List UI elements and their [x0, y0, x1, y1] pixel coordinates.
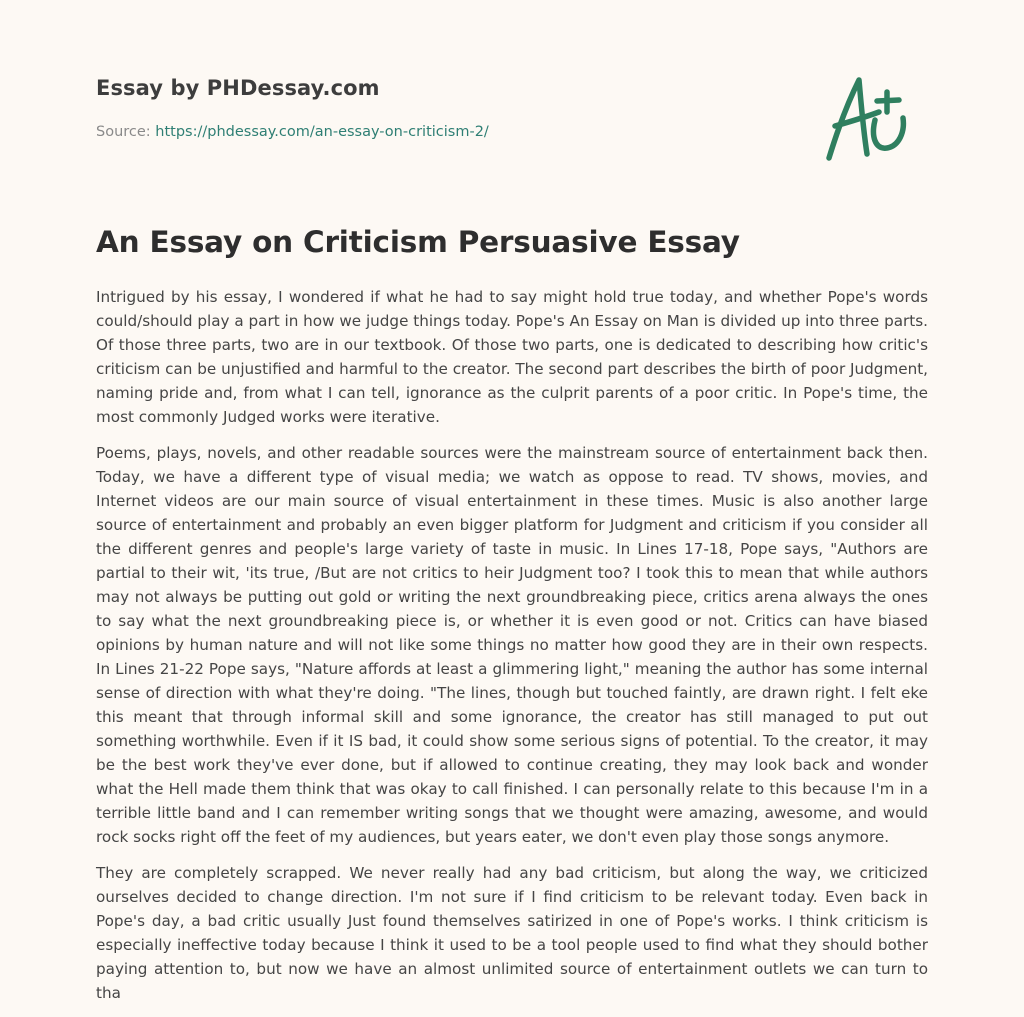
article-body [96, 285, 928, 1017]
document-page [96, 0, 928, 1004]
article-title: An Essay on Criticism Persuasive Essay [96, 225, 740, 259]
brand-title: Essay by PHDessay.com [96, 76, 380, 100]
source-link[interactable]: https://phdessay.com/an-essay-on-criticism-2/ [155, 124, 489, 140]
source-line [96, 124, 489, 140]
paragraph: Poems, plays, novels, and other readable sources were the mainstream source of entertainment back then. Today, we have a different type of visual media; we watch as oppose to read. TV shows, movies, and Internet videos are our main source of visual entertainment in these times. Music is also another large source of entertainment and probably an even bigger platform for Judgment and criticism if you consider all the different genres and people's large variety of taste in music. In Lines 17-18, Pope says, "Authors are partial to their wit, 'its true, /But are not critics to heir Judgment too? I took this to mean that while authors may not always be putting out gold or writing the next groundbreaking piece, critics arena always the ones to say what the next groundbreaking piece is, or whether it is even good or not. Critics can have biased opinions by human nature and will not like some things no matter how good they are in their own respects. In Lines 21-22 Pope says, "Nature affords at least a glimmering light," meaning the author has some internal sense of direction with what they're doing. "The lines, though but touched faintly, are drawn right. I felt eke this meant that through informal skill and some ignorance, the creator has still managed to put out something worthwhile. Even if it IS bad, it could show some serious signs of potential. To the creator, it may be the best work they've ever done, but if allowed to continue creating, they may look back and wonder what the Hell made them think that was okay to call finished. I can personally relate to this because I'm in a terrible little band and I can remember writing songs that we thought were amazing, awesome, and would rock socks right off the feet of my audiences, but years eater, we don't even play those songs anymore. [96, 444, 928, 846]
paragraph: Intrigued by his essay, I wondered if what he had to say might hold true today, and whether Pope's words could/should play a part in how we judge things today. Pope's An Essay on Man is divided up into three parts. Of those three parts, two are in our textbook. Of those two parts, one is dedicated to describing how critic's criticism can be unjustified and harmful to the creator. The second part describes the birth of poor Judgment, naming pride and, from what I can tell, ignorance as the culprit parents of a poor critic. In Pope's time, the most commonly Judged works were iterative. [96, 288, 928, 426]
a-plus-icon [823, 70, 923, 165]
paragraph: They are completely scrapped. We never really had any bad criticism, but along the way, we criticized ourselves decided to change direction. I'm not sure if I find criticism to be relevant today. Even back in Pope's day, a bad critic usually Just found themselves satirized in one of Pope's works. I think criticism is especially ineffective today because I think it used to be a tool people used to find what they should bother paying attention to, but now we have an almost unlimited source of entertainment outlets we can turn to tha [96, 864, 928, 1002]
source-label: Source: [96, 124, 151, 140]
